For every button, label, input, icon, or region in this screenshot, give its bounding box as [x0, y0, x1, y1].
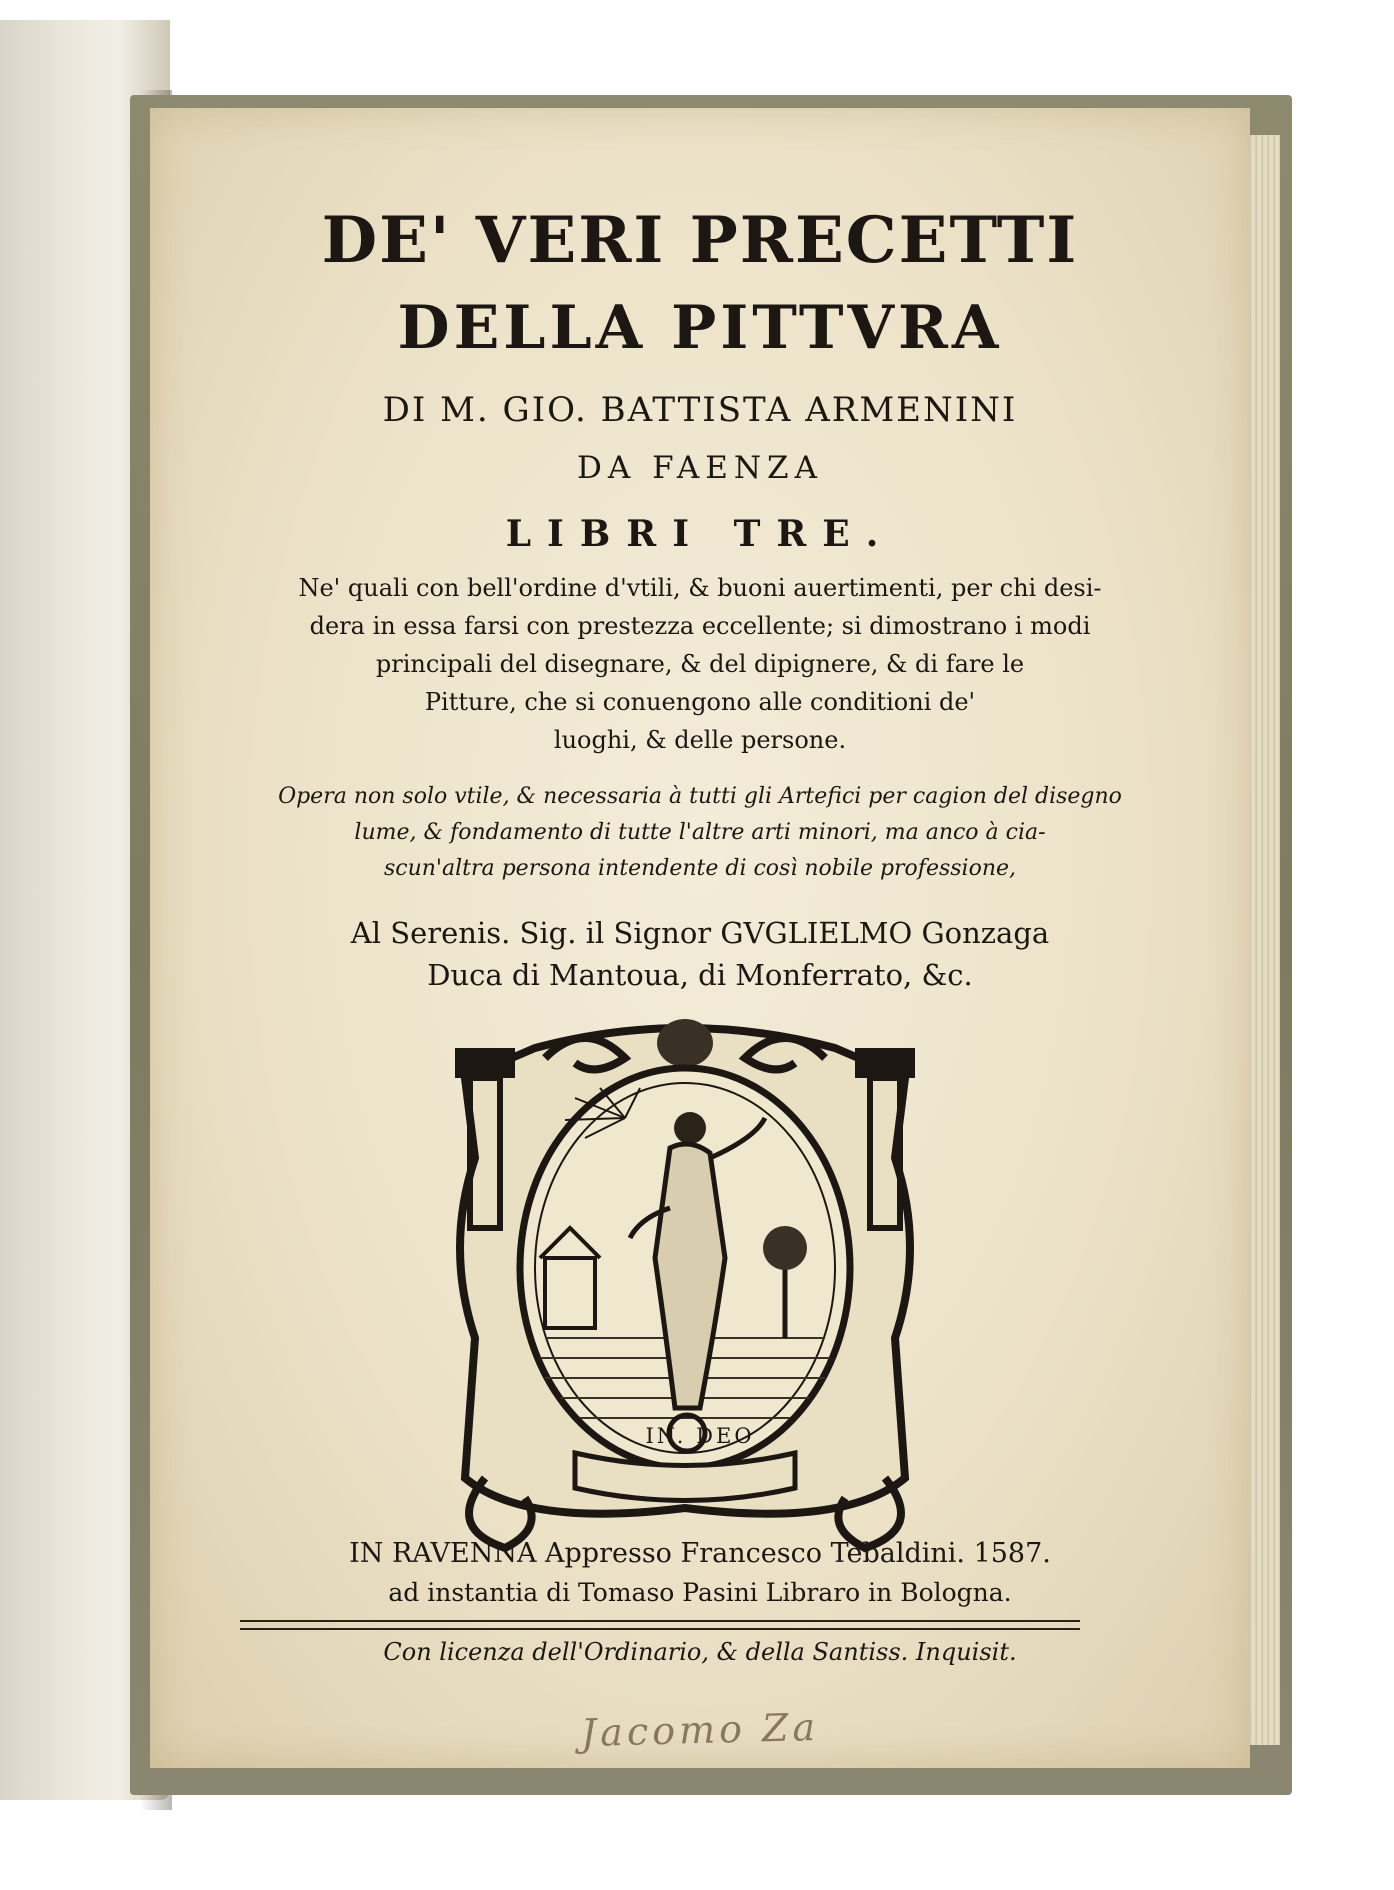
title-line-2: DELLA PITTVRA: [397, 293, 1003, 363]
description-line: principali del disegnare, & del dipignere, & di fare le: [375, 650, 1025, 678]
divider-rule: [240, 1620, 1080, 1622]
description-line: dera in essa farsi con prestezza eccellente; si dimostrano i modi: [309, 612, 1091, 640]
printers-device-woodcut-icon: [425, 1008, 945, 1568]
opera-line: scun'altra persona intendente di così nobile professione,: [383, 856, 1017, 881]
license-line: Con licenza dell'Ordinario, & della Santiss. Inquisit.: [383, 1638, 1017, 1666]
imprint-line-1: IN RAVENNA Appresso Francesco Tebaldini. 1587.: [349, 1538, 1051, 1569]
opera-line: lume, & fondamento di tutte l'altre arti minori, ma anco à cia-: [354, 820, 1046, 845]
handwritten-inscription: Jacomo Za: [580, 1704, 820, 1756]
origin-line: DA FAENZA: [577, 450, 823, 486]
device-motto: IN. DEO: [645, 1424, 755, 1448]
author-line: DI M. GIO. BATTISTA ARMENINI: [382, 390, 1018, 430]
title-line-1: DE' VERI PRECETTI: [321, 203, 1079, 278]
description-line: luoghi, & delle persone.: [553, 726, 847, 754]
title-page: [150, 108, 1250, 1768]
books-line: LIBRI TRE.: [505, 513, 895, 555]
dedication-line: Al Serenis. Sig. il Signor GVGLIELMO Gonzaga: [350, 916, 1050, 950]
imprint-line-2: ad instantia di Tomaso Pasini Libraro in Bologna.: [388, 1578, 1012, 1607]
divider-rule: [240, 1628, 1080, 1630]
dedication-line: Duca di Mantoua, di Monferrato, &c.: [427, 958, 973, 992]
opera-line: Opera non solo vtile, & necessaria à tutti gli Artefici per cagion del disegno: [278, 784, 1122, 809]
description-line: Ne' quali con bell'ordine d'vtili, & buoni auertimenti, per chi desi-: [298, 574, 1102, 602]
description-line: Pitture, che si conuengono alle conditioni de': [424, 688, 976, 716]
